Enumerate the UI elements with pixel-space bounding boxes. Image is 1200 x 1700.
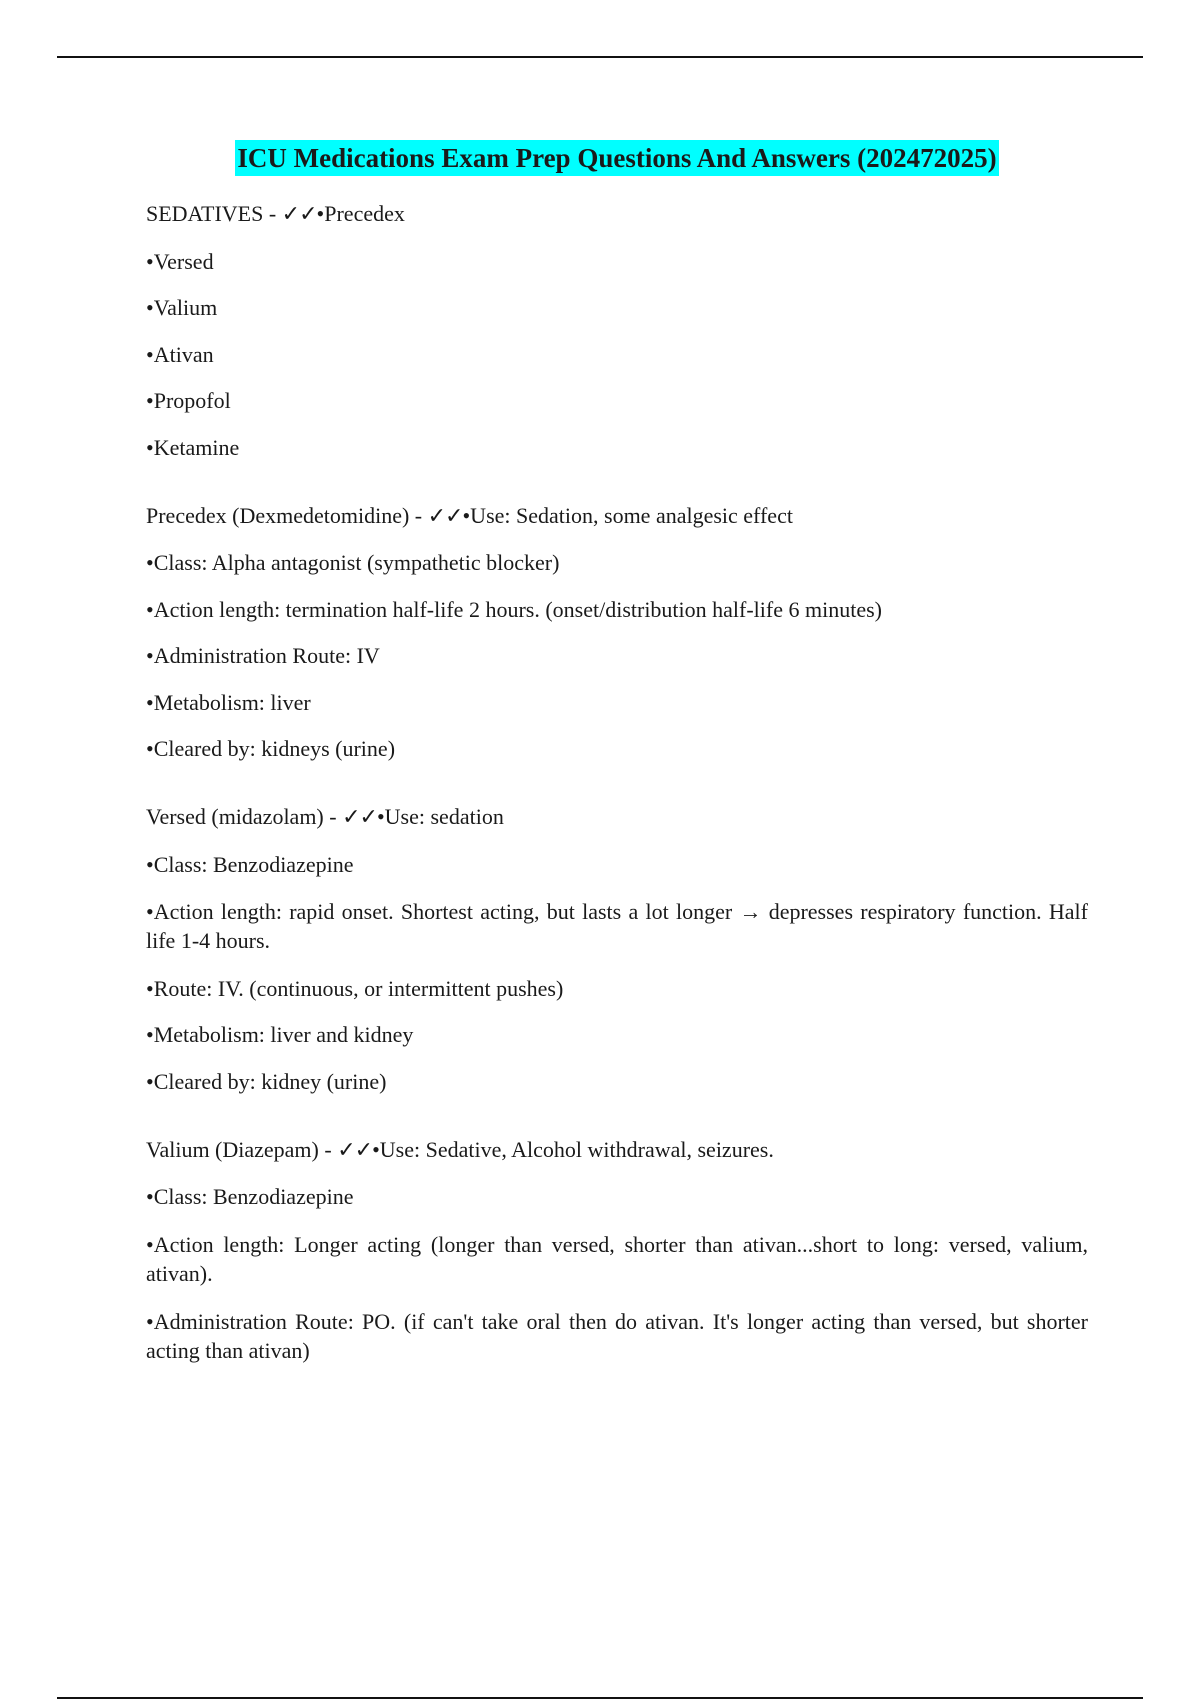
- document-title: ICU Medications Exam Prep Questions And Answers (202472025): [235, 140, 998, 176]
- list-item: •Ativan: [146, 341, 214, 367]
- list-item: •Action length: termination half-life 2 hours. (onset/distribution half-life 6 minutes): [146, 596, 882, 622]
- section-valium: [146, 1136, 1088, 1366]
- document-body: [146, 140, 1088, 1385]
- list-item: •Cleared by: kidneys (urine): [146, 736, 396, 761]
- double-check-icon: ✓✓: [281, 202, 317, 227]
- list-item: •Action length: Longer acting (longer than versed, shorter than ativan...short to long: versed, valium, ativan).: [146, 1231, 1088, 1286]
- list-item: •Propofol: [146, 388, 231, 413]
- double-check-icon: ✓✓: [427, 503, 463, 529]
- term-label: Precedex (Dexmedetomidine) -: [146, 502, 428, 528]
- section-precedex: [146, 502, 1088, 763]
- list-item: •Versed: [146, 248, 214, 274]
- answer-first-item: •Precedex: [316, 201, 405, 226]
- answer-first-item: •Use: Sedative, Alcohol withdrawal, seizures.: [372, 1136, 774, 1162]
- term-label: SEDATIVES -: [146, 201, 282, 226]
- list-item: •Metabolism: liver and kidney: [146, 1022, 414, 1047]
- title-container: [146, 140, 1088, 178]
- list-item: •Route: IV. (continuous, or intermittent pushes): [146, 975, 564, 1001]
- list-item: •Metabolism: liver: [146, 689, 311, 715]
- list-item: •Cleared by: kidney (urine): [146, 1068, 387, 1094]
- section-sedatives: [146, 200, 1088, 461]
- list-item: •Class: Alpha antagonist (sympathetic blocker): [146, 550, 560, 575]
- list-item: •Valium: [146, 295, 218, 320]
- term-line: [146, 803, 1088, 831]
- term-label: Versed (midazolam) -: [146, 804, 343, 829]
- answer-first-item: •Use: Sedation, some analgesic effect: [462, 502, 793, 528]
- list-item: •Class: Benzodiazepine: [146, 1184, 354, 1209]
- header-rule: [57, 56, 1143, 58]
- section-versed: [146, 803, 1088, 1095]
- list-item: •Administration Route: PO. (if can't take oral then do ativan. It's longer acting than versed, but shorter acting than ativan): [146, 1309, 1088, 1363]
- list-item: •Action length: rapid onset. Shortest acting, but lasts a lot longer → depresses respiratory function. Half life 1-4 hours.: [146, 899, 1088, 953]
- double-check-icon: ✓✓: [342, 805, 377, 830]
- term-line: [146, 200, 1088, 228]
- double-check-icon: ✓✓: [337, 1137, 373, 1163]
- term-line: [146, 1136, 1088, 1164]
- list-item: •Class: Benzodiazepine: [146, 851, 354, 877]
- term-line: [146, 502, 1088, 530]
- list-item: •Administration Route: IV: [146, 643, 380, 668]
- answer-first-item: •Use: sedation: [376, 804, 504, 829]
- footer-rule: [57, 1697, 1143, 1699]
- list-item: •Ketamine: [146, 434, 240, 460]
- term-label: Valium (Diazepam) -: [146, 1136, 338, 1162]
